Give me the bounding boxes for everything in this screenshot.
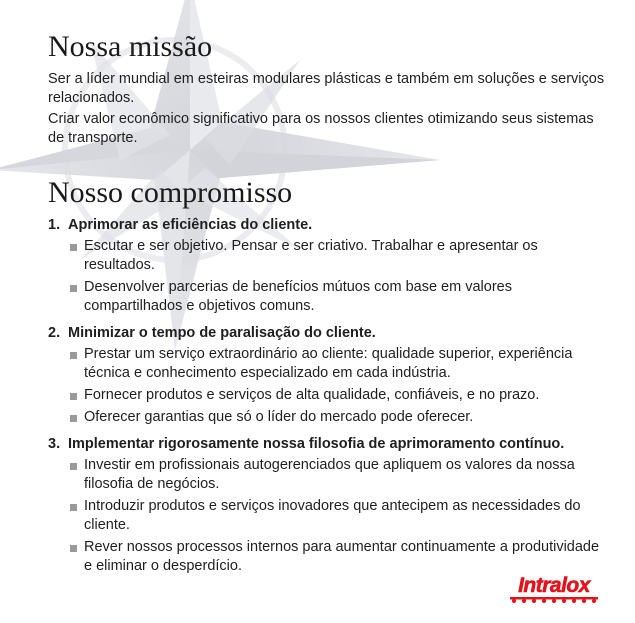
bullet-item <box>70 408 608 427</box>
square-bullet-icon <box>70 408 84 427</box>
step-heading-row <box>48 216 608 235</box>
mission-paragraph: Ser a líder mundial em esteiras modulares plásticas e também em soluções e serviços relacionados. <box>48 71 605 106</box>
square-bullet-icon <box>70 386 84 405</box>
commitment-list <box>48 216 608 576</box>
bullet-text: Prestar um serviço extraordinário ao cliente: qualidade superior, experiência técnica e conhecimento especializado em cada indústria. <box>84 346 573 381</box>
intralox-logo <box>504 570 604 606</box>
bullet-text: Rever nossos processos internos para aumentar continuamente a produtividade e eliminar o desperdício. <box>84 539 600 574</box>
square-bullet-icon <box>70 497 84 535</box>
mission-paragraph: Criar valor econômico significativo para os nossos clientes otimizando seus sistemas de transporte. <box>48 111 594 146</box>
bullet-text: Investir em profissionais autogerenciados que apliquem os valores da nossa filosofia de negócios. <box>84 457 575 492</box>
step-heading-row <box>48 324 608 343</box>
step-bullets <box>48 345 608 427</box>
step-heading-row <box>48 435 608 454</box>
commitment-title: Nosso compromisso <box>48 176 293 209</box>
mission-title: Nossa missão <box>48 30 213 63</box>
step-bullets <box>48 237 608 316</box>
document-body <box>48 30 608 584</box>
step-number: 2. <box>48 325 61 341</box>
commitment-step <box>48 324 608 427</box>
bullet-item <box>70 456 608 494</box>
commitment-step <box>48 435 608 576</box>
mission-section <box>48 30 608 148</box>
step-heading: Minimizar o tempo de paralisação do cliente. <box>68 325 376 341</box>
bullet-item <box>70 386 608 405</box>
step-heading: Implementar rigorosamente nossa filosofia de aprimoramento contínuo. <box>68 436 565 452</box>
step-heading: Aprimorar as eficiências do cliente. <box>68 217 313 233</box>
bullet-text: Introduzir produtos e serviços inovadores que antecipem as necessidades do cliente. <box>84 498 581 533</box>
commitment-section <box>48 176 608 576</box>
bullet-text: Desenvolver parcerias de benefícios mútuos com base em valores compartilhados e objetivos comuns. <box>84 279 512 314</box>
step-number: 3. <box>48 436 61 452</box>
bullet-text: Escutar e ser objetivo. Pensar e ser criativo. Trabalhar e apresentar os resultados. <box>84 238 538 273</box>
bullet-item <box>70 278 608 316</box>
commitment-step <box>48 216 608 316</box>
square-bullet-icon <box>70 237 84 275</box>
bullet-item <box>70 497 608 535</box>
bullet-text: Fornecer produtos e serviços de alta qualidade, confiáveis, e no prazo. <box>84 387 540 403</box>
bullet-item <box>70 237 608 275</box>
logo-wordmark: Intralox <box>518 574 590 597</box>
square-bullet-icon <box>70 278 84 316</box>
step-number: 1. <box>48 217 61 233</box>
bullet-text: Oferecer garantias que só o líder do mercado pode oferecer. <box>84 409 474 425</box>
square-bullet-icon <box>70 456 84 494</box>
square-bullet-icon <box>70 345 84 383</box>
step-bullets <box>48 456 608 576</box>
square-bullet-icon <box>70 538 84 576</box>
bullet-item <box>70 345 608 383</box>
